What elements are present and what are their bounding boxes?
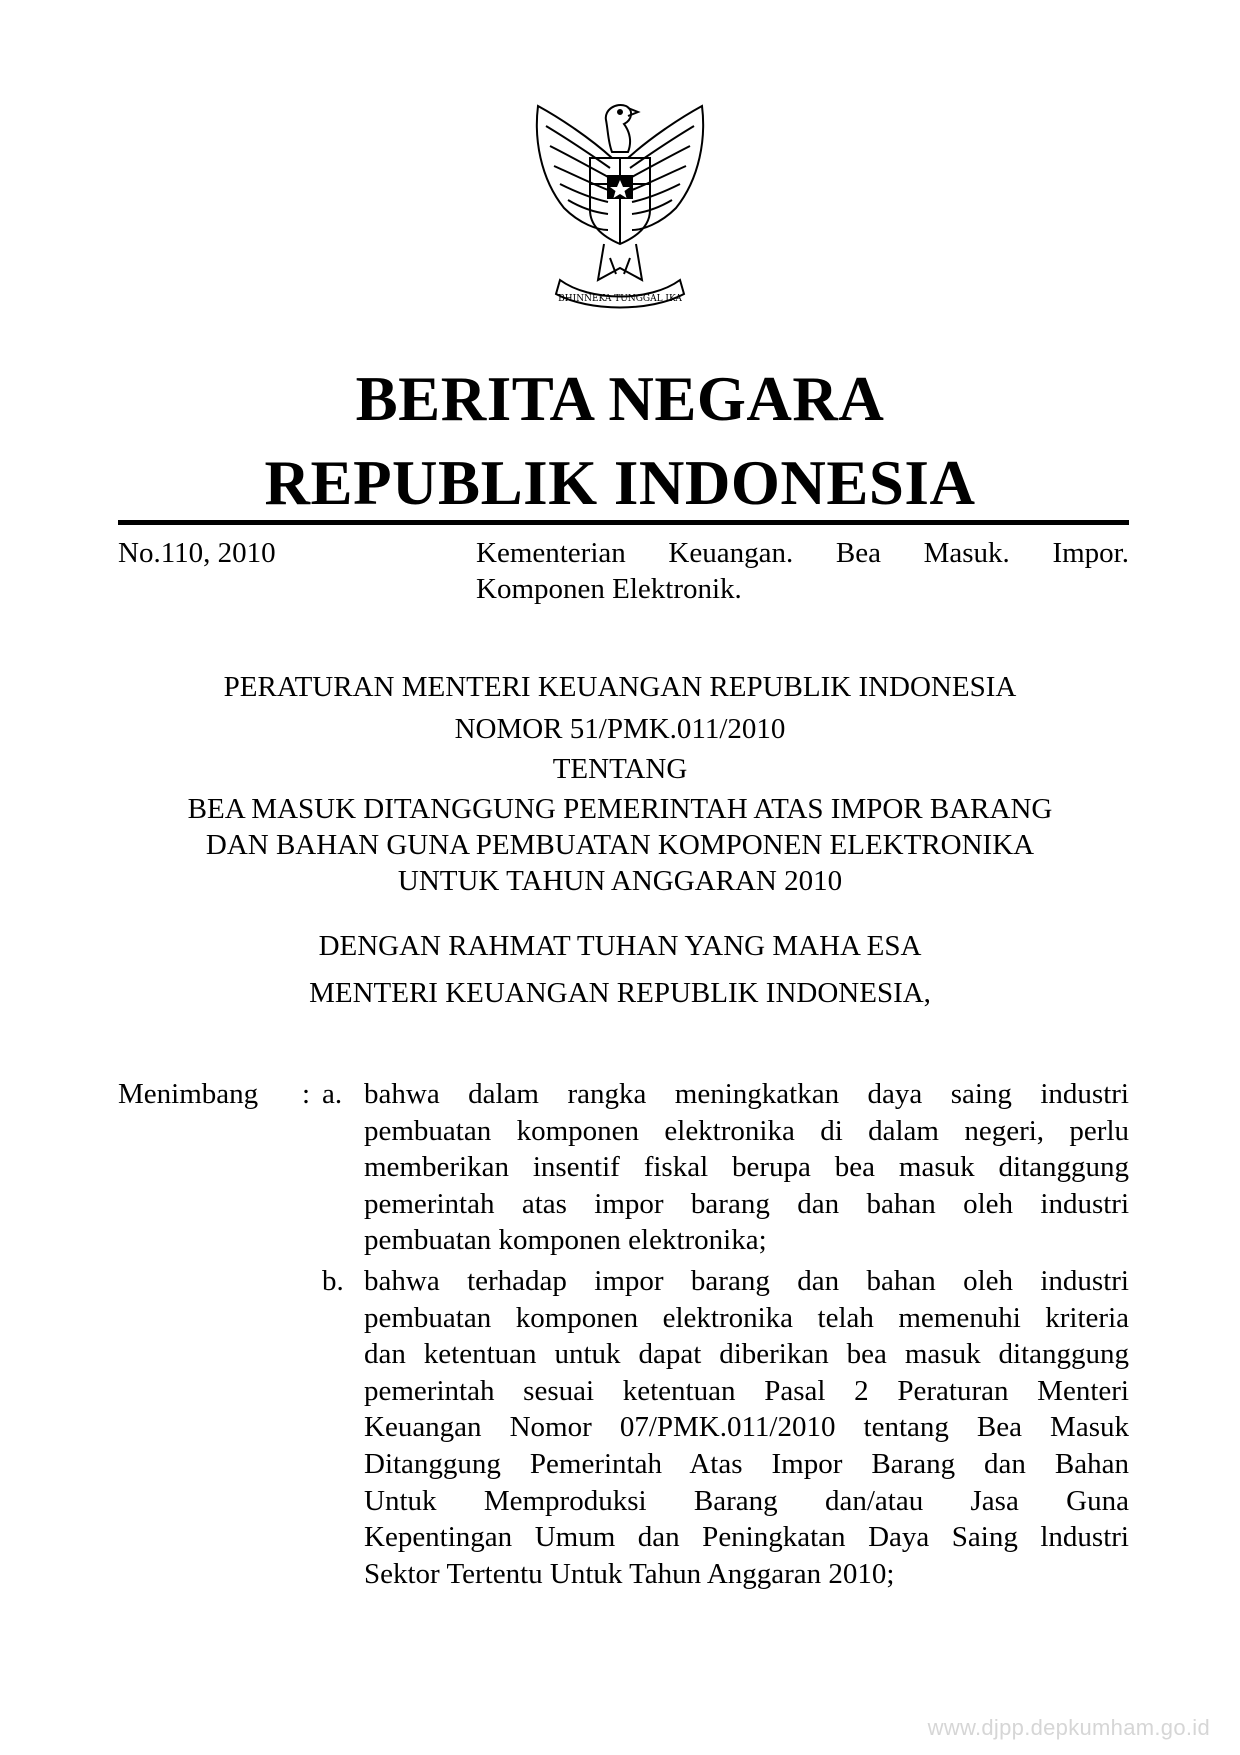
subject-word: Keuangan.: [668, 537, 794, 569]
considering-item-marker: b.: [322, 1265, 344, 1297]
invocation: DENGAN RAHMAT TUHAN YANG MAHA ESA: [318, 930, 922, 962]
considering-label: Menimbang: [118, 1078, 259, 1110]
gazette-number: No.110, 2010: [118, 537, 276, 569]
text-line: bahwa terhadap impor barang dan bahan oleh industri: [364, 1265, 1129, 1297]
considering-item-b: [364, 1263, 1129, 1592]
issuer: MENTERI KEUANGAN REPUBLIK INDONESIA,: [309, 977, 931, 1009]
masthead-line1: BERITA NEGARA: [355, 364, 885, 434]
watermark: www.djpp.depkumham.go.id: [927, 1715, 1210, 1740]
considering-item-marker: a.: [322, 1078, 343, 1110]
regulation-number: NOMOR 51/PMK.011/2010: [454, 713, 786, 745]
garuda-pancasila-emblem-icon: [520, 98, 720, 310]
regulation-about: TENTANG: [552, 753, 688, 785]
masthead-line2: REPUBLIK INDONESIA: [264, 448, 976, 518]
text-line: Kepentingan Umum dan Peningkatan Daya Saing lndustri: [364, 1521, 1129, 1554]
text-line: memberikan insentif fiskal berupa bea masuk ditanggung: [364, 1151, 1129, 1184]
text-line: pemerintah atas impor barang dan bahan oleh industri: [364, 1187, 1129, 1220]
considering-colon: :: [302, 1078, 311, 1110]
subject-word: Impor.: [1052, 537, 1129, 569]
gazette-subject-line2: Komponen Elektronik.: [476, 573, 742, 605]
text-line: pembuatan komponen elektronika di dalam negeri, perlu: [364, 1114, 1129, 1147]
text-line: Ditanggung Pemerintah Atas Impor Barang dan Bahan: [364, 1447, 1129, 1480]
text-line: bahwa dalam rangka meningkatkan daya saing industri: [364, 1078, 1129, 1110]
regulation-title: [0, 791, 1240, 899]
subject-word: Bea: [835, 537, 881, 569]
text-line: dan ketentuan untuk dapat diberikan bea masuk ditanggung: [364, 1338, 1129, 1371]
considering-item-a: [364, 1076, 1129, 1259]
masthead-divider: [118, 520, 1129, 525]
subject-word: Masuk.: [923, 537, 1010, 569]
regulation-title-line: BEA MASUK DITANGGUNG PEMERINTAH ATAS IMPOR BARANG: [187, 793, 1053, 825]
emblem-motto: BHINNEKA TUNGGAL IKA: [558, 294, 682, 304]
text-line: pemerintah sesuai ketentuan Pasal 2 Peraturan Menteri: [364, 1374, 1129, 1407]
regulation-title-line: DAN BAHAN GUNA PEMBUATAN KOMPONEN ELEKTRONIKA: [205, 829, 1035, 861]
gazette-subject: [476, 535, 1129, 607]
regulation-title-line: UNTUK TAHUN ANGGARAN 2010: [397, 865, 843, 897]
text-line: Keuangan Nomor 07/PMK.011/2010 tentang Bea Masuk: [364, 1411, 1129, 1444]
text-line: pembuatan komponen elektronika telah memenuhi kriteria: [364, 1301, 1129, 1334]
regulation-heading: PERATURAN MENTERI KEUANGAN REPUBLIK INDONESIA: [223, 671, 1017, 703]
text-line: Untuk Memproduksi Barang dan/atau Jasa Guna: [364, 1484, 1129, 1517]
gazette-subject-line1: [476, 535, 1129, 571]
text-line: Sektor Tertentu Untuk Tahun Anggaran 2010;: [364, 1557, 895, 1590]
text-line: pembuatan komponen elektronika;: [364, 1224, 767, 1257]
subject-word: Kementerian: [476, 537, 626, 569]
